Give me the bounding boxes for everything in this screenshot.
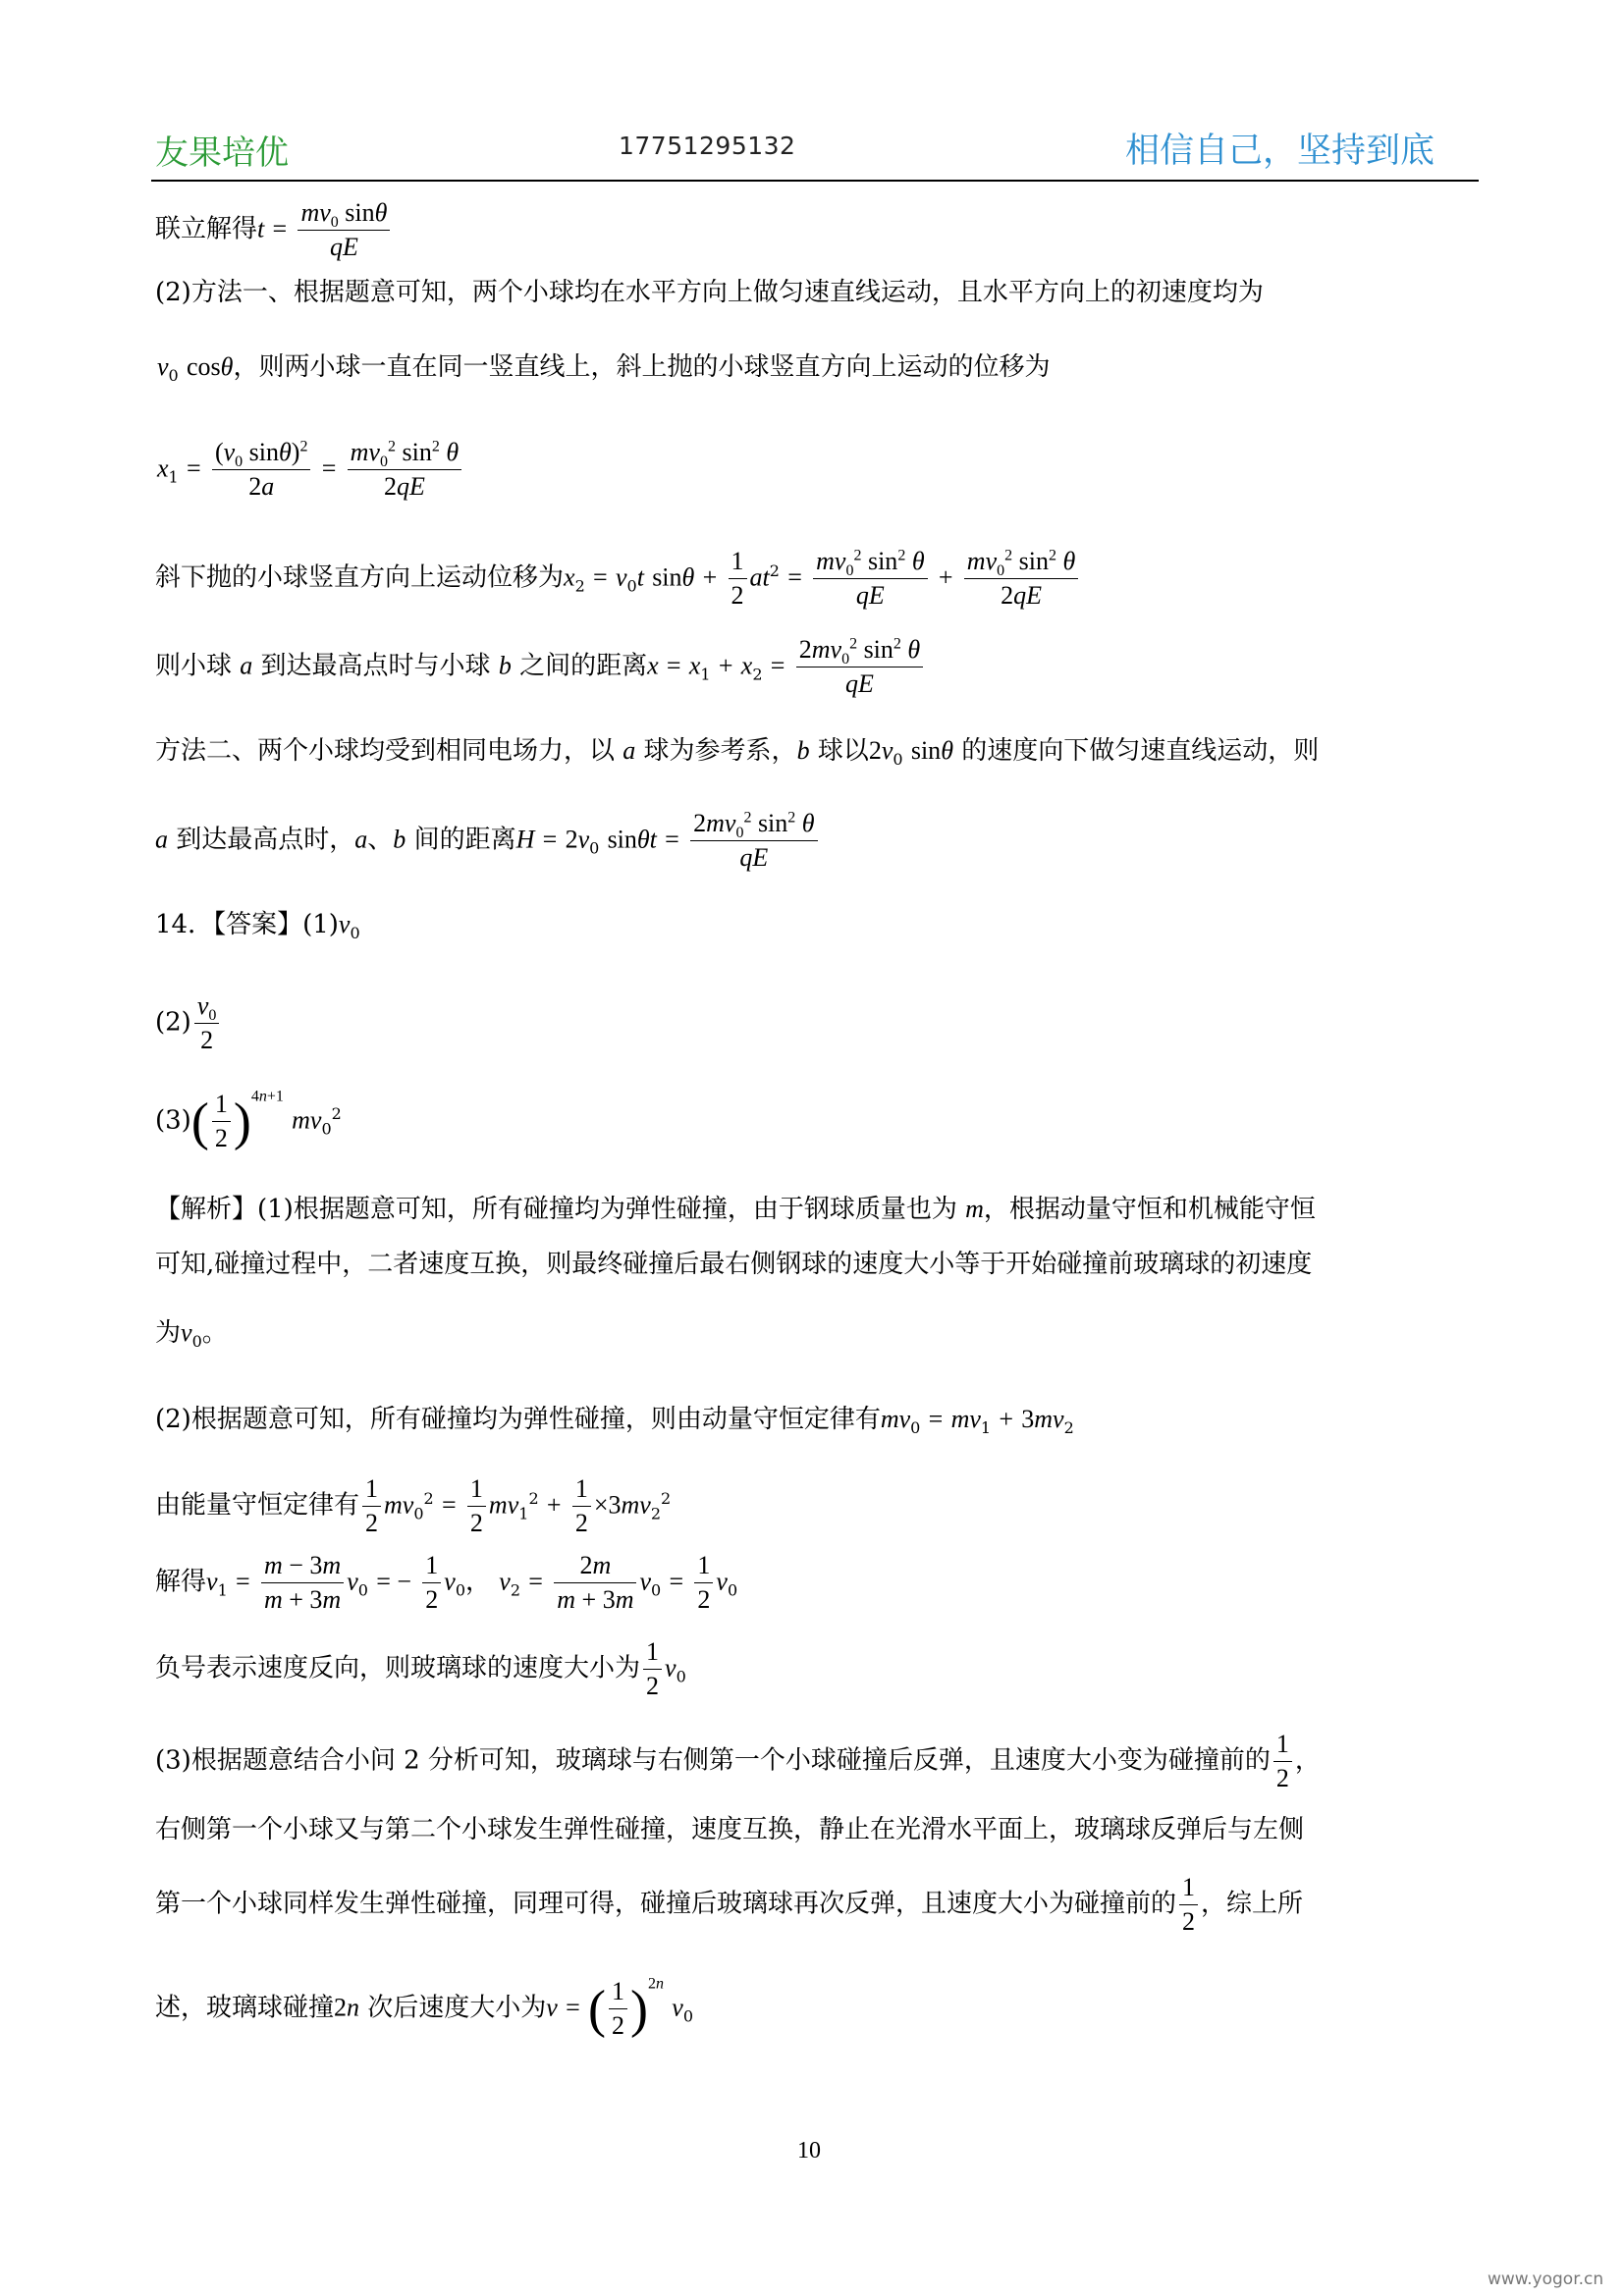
part3-conclusion: 述，玻璃球碰撞2n 次后速度大小为v = ( $\frac{1}{2}$ )$^{2n}$ $v_0$ — [155, 1975, 694, 2040]
analysis-line-3: 为$v_0$。 — [155, 1318, 228, 1352]
horizontal-velocity-line: $v_0$ cosθ，则两小球一直在同一竖直线上，斜上抛的小球竖直方向上运动的位移为 — [157, 352, 1051, 386]
phone-number: 17751295132 — [619, 132, 796, 160]
x2-formula: 斜下抛的小球竖直方向上运动位移为$x_2 = v_0t$ sinθ + $\frac{1}{2}$ $at^2$ = $\frac{mv_0^2 \sin^2 \theta}{qE}$ + $\frac{mv_0^2 \sin^2 \theta}{2qE}$ — [155, 545, 1081, 613]
text-l5: 斜下抛的小球竖直方向上运动位移为 — [155, 562, 565, 593]
solution-line: 解得$v_1$ = $\frac{m - 3m}{m + 3m}$ $v_0$ = − $\frac{1}{2}$ $v_0$， $v_2$ = $\frac{2m}{m + 3m}$ $v_0$ = $\frac{1}{2}$ $v_0$ — [155, 1551, 738, 1614]
brand-name: 友果培优 — [155, 133, 289, 173]
distance-formula: 则小球 a 到达最高点时与小球 b 之间的距离$x = x_1 + x_2$ = $\frac{2mv_0^2 \sin^2 \theta}{qE}$ — [155, 633, 926, 701]
fraction-t: $\frac{mv_0 \sin\theta}{qE}$ — [298, 196, 390, 264]
text-solve: 联立解得 — [155, 214, 258, 244]
momentum-line: (2)根据题意可知，所有碰撞均为弹性碰撞，则由动量守恒定律有$mv_0 = mv_1 + 3mv_2$ — [155, 1405, 1074, 1438]
q14-answer-3: (3)( $\frac{1}{2}$ )$^{4n+1}$ $mv_0^2$ — [155, 1088, 342, 1152]
page-number: 10 — [797, 2138, 821, 2163]
H-formula: a 到达最高点时，a、b 间的距离$H = 2v_0$ sinθt = $\frac{2mv_0^2 \sin^2 \theta}{qE}$ — [155, 807, 821, 875]
energy-line: 由能量守恒定律有 $\frac{1}{2}$ $mv_0^2$ = $\frac{1}{2}$ $mv_1^2$ + $\frac{1}{2}$ $\times 3mv_2^2$ — [155, 1474, 672, 1537]
method-two-line: 方法二、两个小球均受到相同电场力，以 a 球为参考系，b 球以$2v_0$ sinθ 的速度向下做匀速直线运动，则 — [155, 736, 1320, 770]
header-rule — [151, 180, 1479, 182]
slogan: 相信自己，坚持到底 — [1125, 132, 1435, 171]
speed-magnitude-line: 负号表示速度反向，则玻璃球的速度大小为 $\frac{1}{2}$ $v_0$ — [155, 1637, 686, 1700]
text-l3: ，则两小球一直在同一竖直线上，斜上抛的小球竖直方向上运动的位移为 — [233, 352, 1051, 382]
solve-t-line: 联立解得t = $\frac{mv_0 \sin\theta}{qE}$ — [155, 196, 393, 264]
part3-line-1: (3)根据题意结合小问 2 分析可知，玻璃球与右侧第一个小球碰撞后反弹，且速度大小变为碰撞前的 $\frac{1}{2}$ ， — [155, 1730, 1321, 1792]
q14-answer-2: (2) $\frac{v_0}{2}$ — [155, 989, 222, 1057]
page-header — [0, 0, 1624, 177]
watermark: www.yogor.cn — [1488, 2269, 1604, 2289]
part3-line-3: 第一个小球同样发生弹性碰撞，同理可得，碰撞后玻璃球再次反弹，且速度大小为碰撞前的 $\frac{1}{2}$ ，综上所 — [155, 1873, 1304, 1936]
part3-line-2: 右侧第一个小球又与第二个小球发生弹性碰撞，速度互换，静止在光滑水平面上，玻璃球反弹后与左侧 — [155, 1815, 1305, 1844]
x1-formula: $x_1$ = $\frac{(v_0 \sin\theta)^2}{2a}$ = $\frac{mv_0^2 \sin^2 \theta}{2qE}$ — [157, 436, 464, 504]
q14-answer-1: 14．【答案】$(1)v_0$ — [155, 910, 360, 943]
analysis-line-1: 【解析】(1)根据题意可知，所有碰撞均为弹性碰撞，由于钢球质量也为 m，根据动量守恒和机械能守恒 — [155, 1195, 1316, 1224]
method-one-line: (2)方法一、根据题意可知，两个小球均在水平方向上做匀速直线运动，且水平方向上的初速度均为 — [155, 278, 1264, 307]
analysis-line-2: 可知,碰撞过程中，二者速度互换，则最终碰撞后最右侧钢球的速度大小等于开始碰撞前玻璃球的初速度 — [155, 1250, 1313, 1279]
